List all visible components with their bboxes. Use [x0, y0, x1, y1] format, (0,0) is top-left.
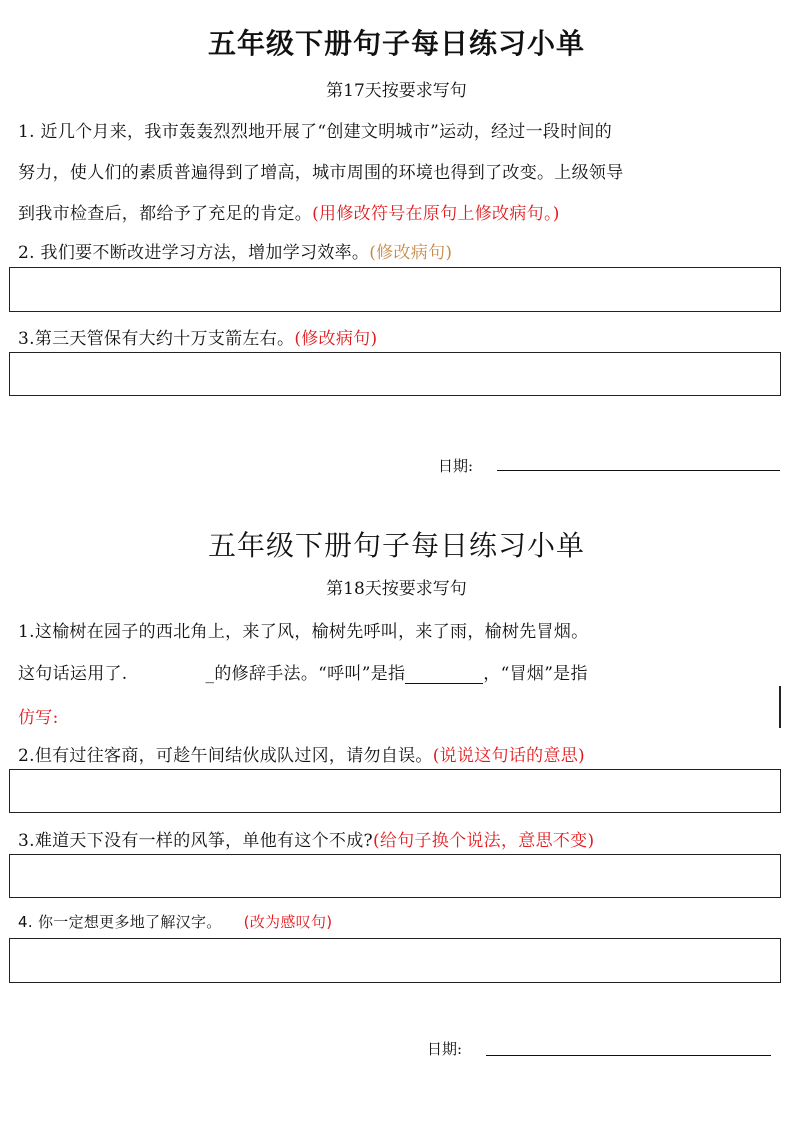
sheet2-q4-answer-box[interactable]	[9, 938, 781, 983]
sheet1-q2	[18, 238, 452, 263]
sheet1-q1-instruction: (用修改符号在原句上修改病句。)	[312, 204, 560, 224]
sheet2-q3-text: 3.难道天下没有一样的风筝，单他有这个不成?	[18, 831, 373, 851]
sheet2-q3-answer-box[interactable]	[9, 854, 781, 898]
sheet2-q2-text: 2.但有过往客商，可趁午间结伙成队过冈，请勿自误。	[18, 746, 433, 766]
sheet1-q1-line2: 努力，使人们的素质普遍得到了增高，城市周围的环境也得到了改变。上级领导	[18, 163, 624, 183]
sheet2-q1-imitate: 仿写:	[18, 708, 59, 728]
sheet2-q1-line2-b: _的修辞手法。“呼叫”是指	[205, 664, 406, 684]
sheet2-subtitle: 第18天按要求写句	[326, 579, 467, 599]
sheet1-q1-line1: 1. 近几个月来，我市轰轰烈烈地开展了“创建文明城市”运动，经过一段时间的	[18, 122, 613, 142]
sheet1-q1-line3-text: 到我市检查后，都给予了充足的肯定。	[18, 204, 313, 224]
sheet2-date-line[interactable]	[486, 1055, 771, 1056]
sheet2-date-label: 日期:	[427, 1040, 463, 1058]
sheet2-q4	[18, 911, 332, 932]
sheet2-q1-blank[interactable]	[405, 665, 483, 684]
sheet2-q2-instruction: (说说这句话的意思)	[432, 746, 585, 766]
sheet2-title: 五年级下册句子每日练习小单	[207, 529, 585, 562]
sheet2-q1-line2-c: ，“冒烟”是指	[483, 664, 588, 684]
sheet2-q3	[18, 826, 594, 851]
sheet2-q2	[18, 741, 585, 766]
sheet2-q4-text: 4. 你一定想更多地了解汉字。	[18, 913, 222, 931]
sheet1-q2-text: 2. 我们要不断改进学习方法，增加学习效率。	[18, 243, 370, 263]
sheet2-q1-line1: 1.这榆树在园子的西北角上，来了风，榆树先呼叫，来了雨，榆树先冒烟。	[18, 622, 589, 642]
sheet2-q1-line2	[18, 659, 588, 684]
sheet2-q2-answer-box[interactable]	[9, 769, 781, 813]
sheet2-q3-instruction: (给句子换个说法，意思不变)	[372, 831, 595, 851]
sheet1-q1-line3	[18, 199, 560, 224]
sheet1-q2-answer-box[interactable]	[9, 267, 781, 312]
sheet1-subtitle: 第17天按要求写句	[326, 81, 467, 101]
sheet1-q3-answer-box[interactable]	[9, 352, 781, 396]
sheet1-q3-text: 3.第三天管保有大约十万支箭左右。	[18, 329, 295, 349]
sheet1-date-label: 日期:	[438, 457, 474, 475]
sheet2-q1-line2-a: 这句话运用了.	[18, 664, 128, 684]
sheet1-date-line[interactable]	[497, 470, 780, 471]
sheet1-q2-instruction: (修改病句)	[369, 243, 453, 263]
sheet1-q3-instruction: (修改病句)	[294, 329, 378, 349]
sheet1-title: 五年级下册句子每日练习小单	[207, 27, 585, 60]
sheet2-q4-instruction: (改为感叹句)	[243, 913, 333, 931]
sheet1-q3	[18, 324, 377, 349]
sheet2-q1-margin-rule	[779, 686, 781, 728]
